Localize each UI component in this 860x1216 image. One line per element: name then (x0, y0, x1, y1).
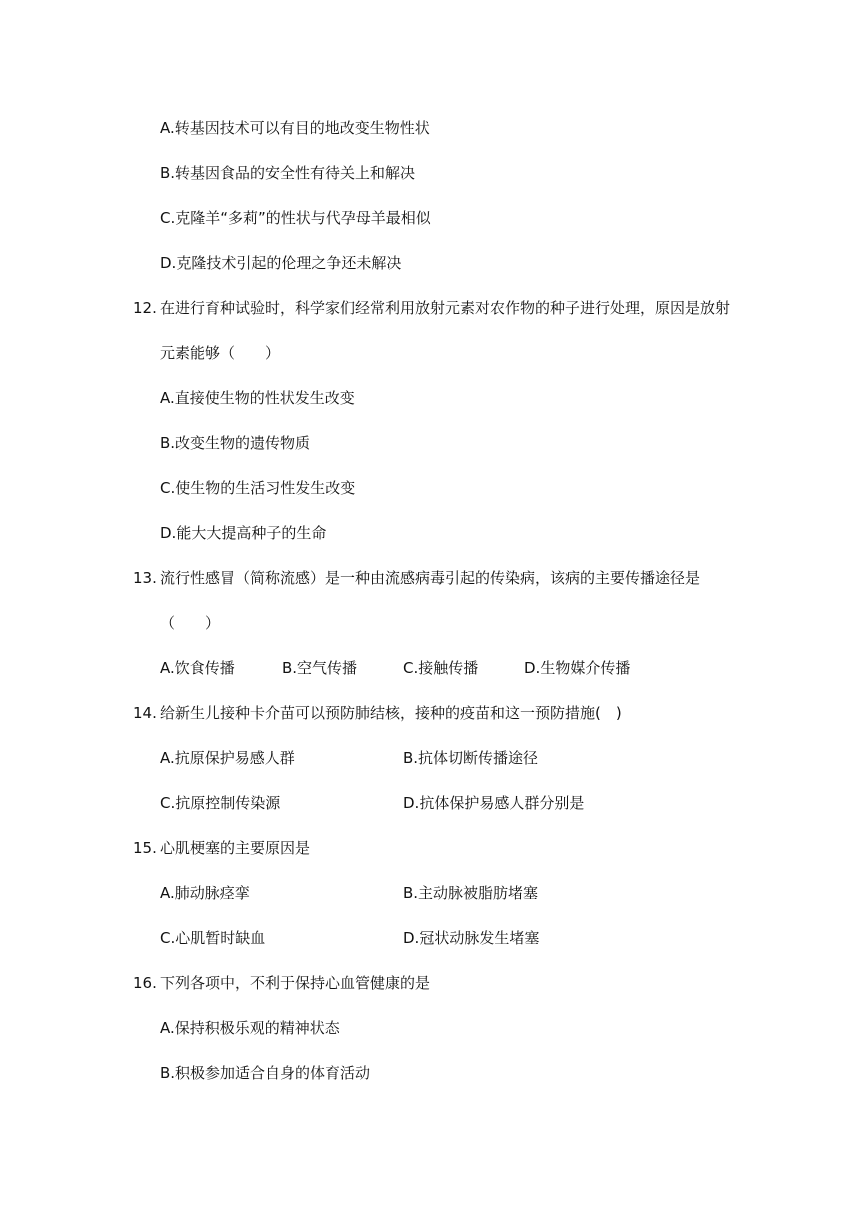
q12-text-line1: 在进行育种试验时，科学家们经常利用放射元素对农作物的种子进行处理，原因是放射 (160, 299, 731, 317)
q11-option-a: A.转基因技术可以有目的地改变生物性状 (160, 119, 430, 137)
q16-text: 下列各项中，不利于保持心血管健康的是 (160, 974, 431, 992)
q16-number: 16. (133, 974, 157, 992)
q11-option-c: C.克隆羊“多莉”的性状与代孕母羊最相似 (160, 209, 431, 227)
q13-option-d: D.生物媒介传播 (524, 659, 631, 677)
q14-option-a: A.抗原保护易感人群 (160, 749, 295, 767)
q14-number: 14. (133, 704, 157, 722)
q16-option-b: B.积极参加适合自身的体育活动 (160, 1064, 371, 1082)
q13-text-line1: 流行性感冒（简称流感）是一种由流感病毒引起的传染病，该病的主要传播途径是 (160, 569, 701, 587)
q15-option-a: A.肺动脉痉挛 (160, 884, 250, 902)
q12-option-b: B.改变生物的遗传物质 (160, 434, 311, 452)
q15-option-d: D.冠状动脉发生堵塞 (403, 929, 540, 947)
q13-text-line2: （ ） (160, 614, 221, 632)
q13-option-b: B.空气传播 (282, 659, 358, 677)
q12-option-a: A.直接使生物的性状发生改变 (160, 389, 355, 407)
q14-option-b: B.抗体切断传播途径 (403, 749, 539, 767)
q15-option-c: C.心肌暂时缺血 (160, 929, 266, 947)
q12-number: 12. (133, 299, 157, 317)
q16-option-a: A.保持积极乐观的精神状态 (160, 1019, 340, 1037)
q13-option-a: A.饮食传播 (160, 659, 235, 677)
q13-option-c: C.接触传播 (403, 659, 479, 677)
q15-text: 心肌梗塞的主要原因是 (160, 839, 311, 857)
q14-text: 给新生儿接种卡介苗可以预防肺结核，接种的疫苗和这一预防措施( ) (160, 704, 622, 722)
q11-option-d: D.克隆技术引起的伦理之争还未解决 (160, 254, 402, 272)
q15-number: 15. (133, 839, 157, 857)
q13-number: 13. (133, 569, 157, 587)
q15-option-b: B.主动脉被脂肪堵塞 (403, 884, 539, 902)
q12-text-line2: 元素能够（ ） (160, 344, 281, 362)
q11-option-b: B.转基因食品的安全性有待关上和解决 (160, 164, 416, 182)
q12-option-d: D.能大大提高种子的生命 (160, 524, 327, 542)
q14-option-c: C.抗原控制传染源 (160, 794, 281, 812)
q12-option-c: C.使生物的生活习性发生改变 (160, 479, 356, 497)
q14-option-d: D.抗体保护易感人群分别是 (403, 794, 585, 812)
